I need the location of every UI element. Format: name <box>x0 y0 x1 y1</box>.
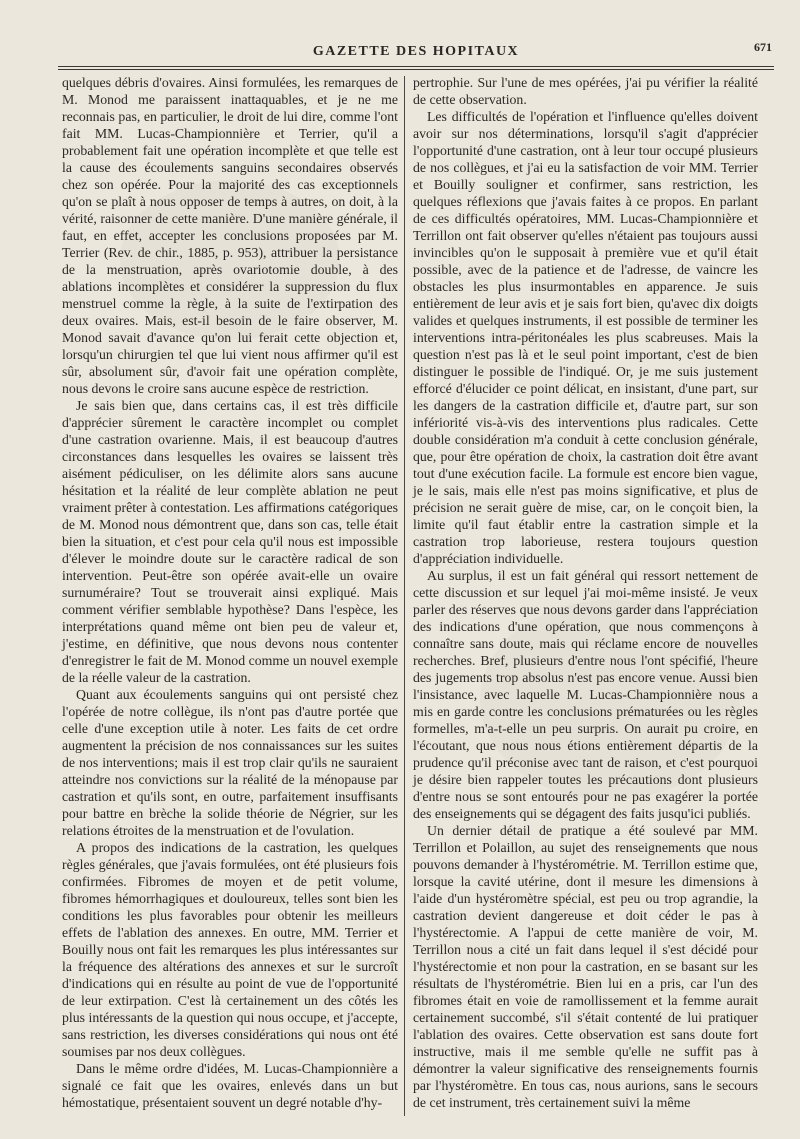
left-column <box>62 74 398 1111</box>
paragraph: Au surplus, il est un fait général qui ressort nettement de cette discussion et sur lequel j'ai moi-même insisté. Je veux parler des réserves que nous devons garder dans l'appréciation des indications d'une opération, que nous commençons à connaître sans doute, mais qui réclame encore de nouvelles recherches. Bref, plusieurs d'entre nous l'ont spécifié, l'heure des jugements trop absolus n'est pas encore venue. Aussi bien l'insistance, avec laquelle M. Lucas-Championnière nous a mis en garde contre les conclusions prématurées ou les règles formelles, m'a-t-elle un peu surpris. On aurait pu croire, en l'écoutant, que nous nous étions entièrement départis de la prudence qu'il préconise avec tant de raison, et c'est pourquoi je désire bien rappeler toutes les précautions dont plusieurs d'entre nous se sont entourés pour ne pas exagérer la portée des enseignements qui se dégagent des faits jusqu'ici publiés. <box>413 568 758 821</box>
paragraph: quelques débris d'ovaires. Ainsi formulées, les remarques de M. Monod me paraissent inattaquables, et je ne me reconnais pas, en particulier, le droit de lui dire, comme l'ont fait MM. Lucas-Championnière et Terrier, qu'il a probablement fait une opération incomplète et que telle est la cause des écoulements sanguins secondaires observés chez son opérée. Pour la majorité des cas exceptionnels qu'on se plaît à nous opposer de temps à autres, on doit, à la vérité, raisonner de cette manière. D'une manière générale, il faut, en effet, accepter les conclusions proposées par M. Terrier (Rev. de chir., 1885, p. 953), attribuer la persistance de la menstruation, après ovariotomie double, à des ablations incomplètes et considérer la suppression du flux menstruel comme la règle, à la suite de l'extirpation des deux ovaires. Mais, est-il besoin de le faire observer, M. Monod savait d'avance qu'on lui ferait cette objection et, lorsqu'un chirurgien tel que lui vient nous affirmer qu'il est sûr, absolument sûr, d'avoir fait une opération complète, nous devons le croire sans aucune espèce de restriction. <box>62 75 398 396</box>
page-header <box>60 40 772 66</box>
page-number: 671 <box>754 40 772 54</box>
paragraph: Je sais bien que, dans certains cas, il est très difficile d'apprécier sûrement le caractère incomplet ou complet d'une castration ovarienne. Mais, il est beaucoup d'autres circonstances dans lesquelles les ovaires se laissent très aisément pédiculiser, on les délimite alors sans aucune hésitation et la réalité de leur complète ablation ne peut vraiment prêter à contestation. Les affirmations catégoriques de M. Monod nous démontrent que, dans son cas, telle était bien la situation, et c'est pour cela qu'il nous est impossible d'élever le moindre doute sur le caractère radical de son intervention. Peut-être son opérée avait-elle un ovaire surnuméraire? Tout se trouverait ainsi expliqué. Mais comment vérifier semblable hypothèse? Dans l'espèce, les interprétations quand même ont bien peu de valeur et, j'estime, en définitive, que nous devons nous contenter d'enregistrer le fait de M. Monod comme un nouvel exemple de la réelle valeur de la castration. <box>62 398 398 685</box>
paragraph: pertrophie. Sur l'une de mes opérées, j'ai pu vérifier la réalité de cette observation. <box>413 75 758 107</box>
paragraph: A propos des indications de la castration, les quelques règles générales, que j'avais formulées, ont été plusieurs fois confirmées. Fibromes de moyen et de petit volume, fibromes hémorrhagiques et douloureux, telles sont bien les conditions les plus favorables pour obtenir les meilleurs effets de l'ablation des annexes. En outre, MM. Terrier et Bouilly nous ont fait les remarques les plus intéressantes sur la fréquence des altérations des annexes et sur le surcroît d'indications qui en résulte au point de vue de l'opportunité de leur extirpation. C'est là certainement un des côtés les plus intéressants de la question qui nous occupe, et j'accepte, sans restriction, les diverses considérations qui nous ont été soumises par nos deux collègues. <box>62 840 398 1059</box>
paragraph: Dans le même ordre d'idées, M. Lucas-Championnière a signalé ce fait que les ovaires, enlevés dans un but hémostatique, présentaient souvent un degré notable d'hy- <box>62 1061 398 1110</box>
column-divider <box>404 76 405 1116</box>
paragraph: Quant aux écoulements sanguins qui ont persisté chez l'opérée de notre collègue, ils n'ont pas d'autre portée que celle d'une exception utile à noter. Les faits de cet ordre augmentent la précision de nos connaissances sur les suites de nos interventions; mais il est trop clair qu'ils ne sauraient atteindre nos convictions sur la réalité de la ménopause par castration et qu'ils sont, en outre, parfaitement insuffisants pour battre en brèche la solide théorie de Négrier, sur les relations étroites de la menstruation et de l'ovulation. <box>62 687 398 838</box>
running-title: GAZETTE DES HOPITAUX <box>312 44 520 59</box>
header-rule <box>58 66 774 67</box>
right-column <box>413 74 758 1111</box>
paragraph: Un dernier détail de pratique a été soulevé par MM. Terrillon et Polaillon, au sujet des renseignements que nous pouvons demander à l'hystérométrie. M. Terrillon estime que, lorsque la cavité utérine, dont il mesure les dimensions à l'aide d'un hystéromètre spécial, est peu ou trop agrandie, la castration devient dangereuse et doit céder le pas à l'hystérectomie. A l'appui de cette manière de voir, M. Terrillon nous a cité un fait dans lequel il s'est décidé pour l'hystérectomie et non pour la castration, en se basant sur les résultats de l'hystérométrie. Bien lui en a pris, car l'un des fibromes était en voie de ramollissement et la femme aurait certainement succombé, s'il s'était contenté de lui pratiquer l'ablation des ovaires. Cette observation est sans doute fort instructive, mais il me semble qu'elle ne suffit pas à démontrer la valeur significative des renseignements fournis par l'hystéromètre. En tous cas, nous aurions, sans le secours de cet instrument, très certainement suivi la même <box>413 823 758 1110</box>
paragraph: Les difficultés de l'opération et l'influence qu'elles doivent avoir sur nos déterminations, lorsqu'il s'agit d'apprécier l'opportunité d'une castration, ont à leur tour occupé plusieurs de nos collègues, et j'ai eu la satisfaction de voir MM. Terrier et Bouilly souligner et confirmer, sans restriction, les quelques réflexions que j'avais faites à ce propos. En parlant de ces difficultés opératoires, MM. Lucas-Championnière et Terrillon ont fait observer qu'elles n'étaient pas toujours aussi invincibles qu'on le supposait à première vue et qu'il était possible, avec de la patience et de l'adresse, de vaincre les obstacles les plus insurmontables en apparence. Je suis entièrement de leur avis et je sais fort bien, qu'avec dix doigts valides et quelques instruments, il est possible de terminer les interventions intra-péritonéales les plus scabreuses. Mais la question n'est pas là et le seul point important, c'est de bien distinguer le possible de l'indiqué. Or, je me suis justement efforcé d'élucider ce point délicat, en insistant, d'une part, sur les dangers de la castration difficile et, d'autre part, sur son infériorité vis-à-vis des interventions plus radicales. Cette double considération m'a conduit à cette conclusion générale, que, pour être opération de choix, la castration doit être avant tout d'une exécution facile. La formule est encore bien vague, je le sais, mais elle n'est pas moins significative, et plus de précision ne serait guère de mise, car, on le conçoit bien, la limite qu'il faut établir entre la castration simple et la castration trop laborieuse, restera toujours question d'appréciation individuelle. <box>413 109 758 566</box>
header-rule <box>58 69 774 70</box>
